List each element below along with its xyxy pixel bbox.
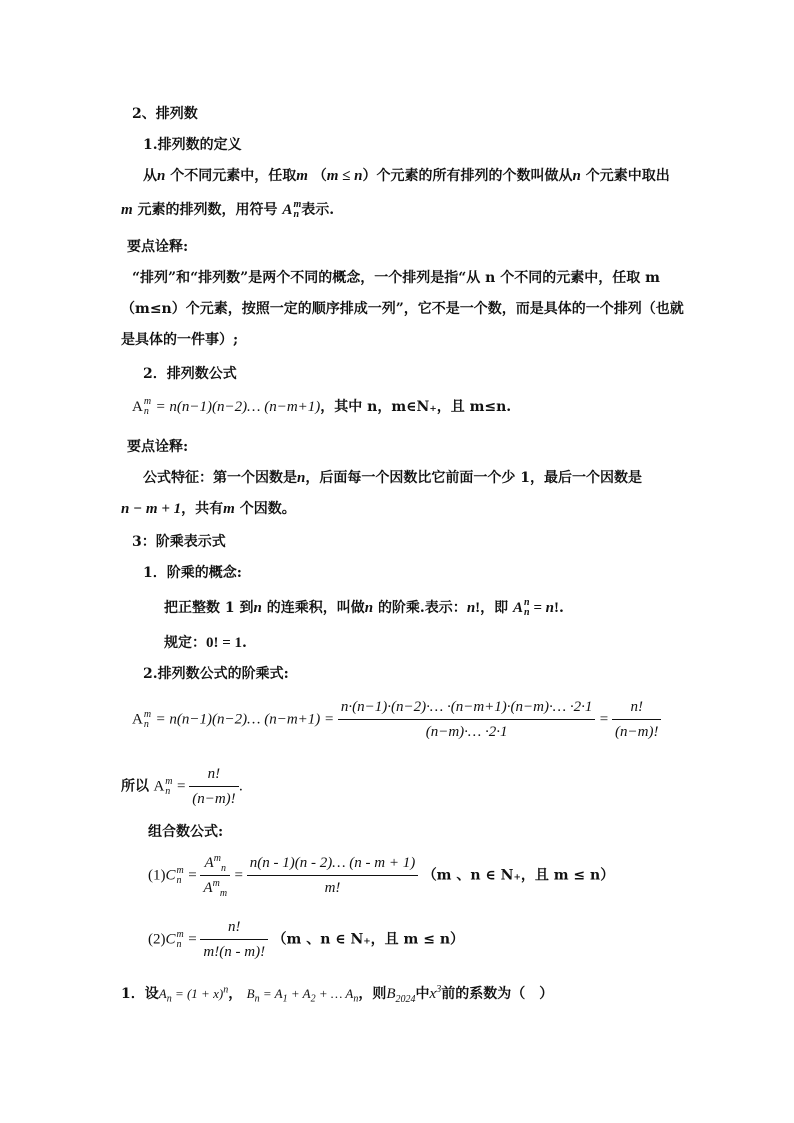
factorial-definition: 把正整数 1 到n 的连乘积，叫做n 的阶乘.表示：n!，即 A n n = n!. [164, 597, 564, 618]
factorial-concept-title: 1．阶乘的概念: [143, 565, 242, 581]
question-1: 1．设$A_n = (1 + x)^n$， $B_n = A_1 + A_2$ + … $A_n$，则$B_{2024}$中$x^3$前的系数为（ ） [121, 984, 554, 1005]
factorial-rule: 规定：0! = 1. [164, 635, 247, 651]
factorial-formula-title: 2.排列数公式的阶乘式: [143, 666, 289, 682]
formula-title: 2．排列数公式 [143, 366, 237, 382]
note-text-line-1: “排列”和“排列数”是两个不同的概念，一个排列是指“从 n 个不同的元素中，任取 m [132, 270, 660, 286]
definition-line-1: 从n 个不同元素中，任取m （m ≤ n）个元素的所有排列的个数叫做从n 个元素中取出 [143, 168, 670, 184]
combination-formula-1: (1)C m n = $\frac{A^m_n}{A^m_m}$ = $\frac{n(n - 1)(n - 2)\dots (n - m + 1)}{m!}$ （m 、n ∈ N₊，且 m ≤ n） [148, 853, 615, 899]
feature-line-2: n − m + 1，共有m 个因数。 [121, 501, 296, 517]
section-3-heading: 3：阶乘表示式 [132, 534, 226, 550]
section-2-heading: 2、排列数 [132, 106, 198, 122]
permutation-formula: A m n = n(n−1)(n−2)… (n−m+1)，其中 n，m∈N₊，且 m≤n. [132, 396, 512, 417]
combination-formula-2: (2)C m n = $\frac{n!}{m!(n - m)!}$ （m 、n ∈ N₊，且 m ≤ n） [148, 919, 465, 960]
note-text-line-3: 是具体的一件事）; [121, 332, 239, 348]
definition-line-2: m 元素的排列数，用符号 A m n 表示. [121, 199, 335, 220]
therefore-formula: 所以 A m n = $\frac{n!}{(n-m)!}$ . [121, 766, 244, 807]
definition-title: 1.排列数的定义 [143, 137, 242, 153]
factorial-formula: A m n = n(n−1)(n−2)… (n−m+1) = $\frac{n\cdot(n-1)\cdot(n-2)\cdot\dots \cdot(n-m+1)\cdot(n-m)\cdot\dots \cdot 2\cdot 1}{(n-m)\cdot\dots \cdot 2\cdot 1}$ = $\frac{n!}{(n-m)!}$ [132, 697, 661, 742]
feature-line-1: 公式特征：第一个因数是n，后面每一个因数比它前面一个少 1，最后一个因数是 [143, 470, 642, 486]
note-label-2: 要点诠释: [127, 439, 189, 455]
note-text-line-2: （m≤n）个元素，按照一定的顺序排成一列”，它不是一个数，而是具体的一个排列（也就 [121, 301, 684, 317]
note-label-1: 要点诠释: [127, 239, 189, 255]
combination-title: 组合数公式: [148, 824, 224, 840]
